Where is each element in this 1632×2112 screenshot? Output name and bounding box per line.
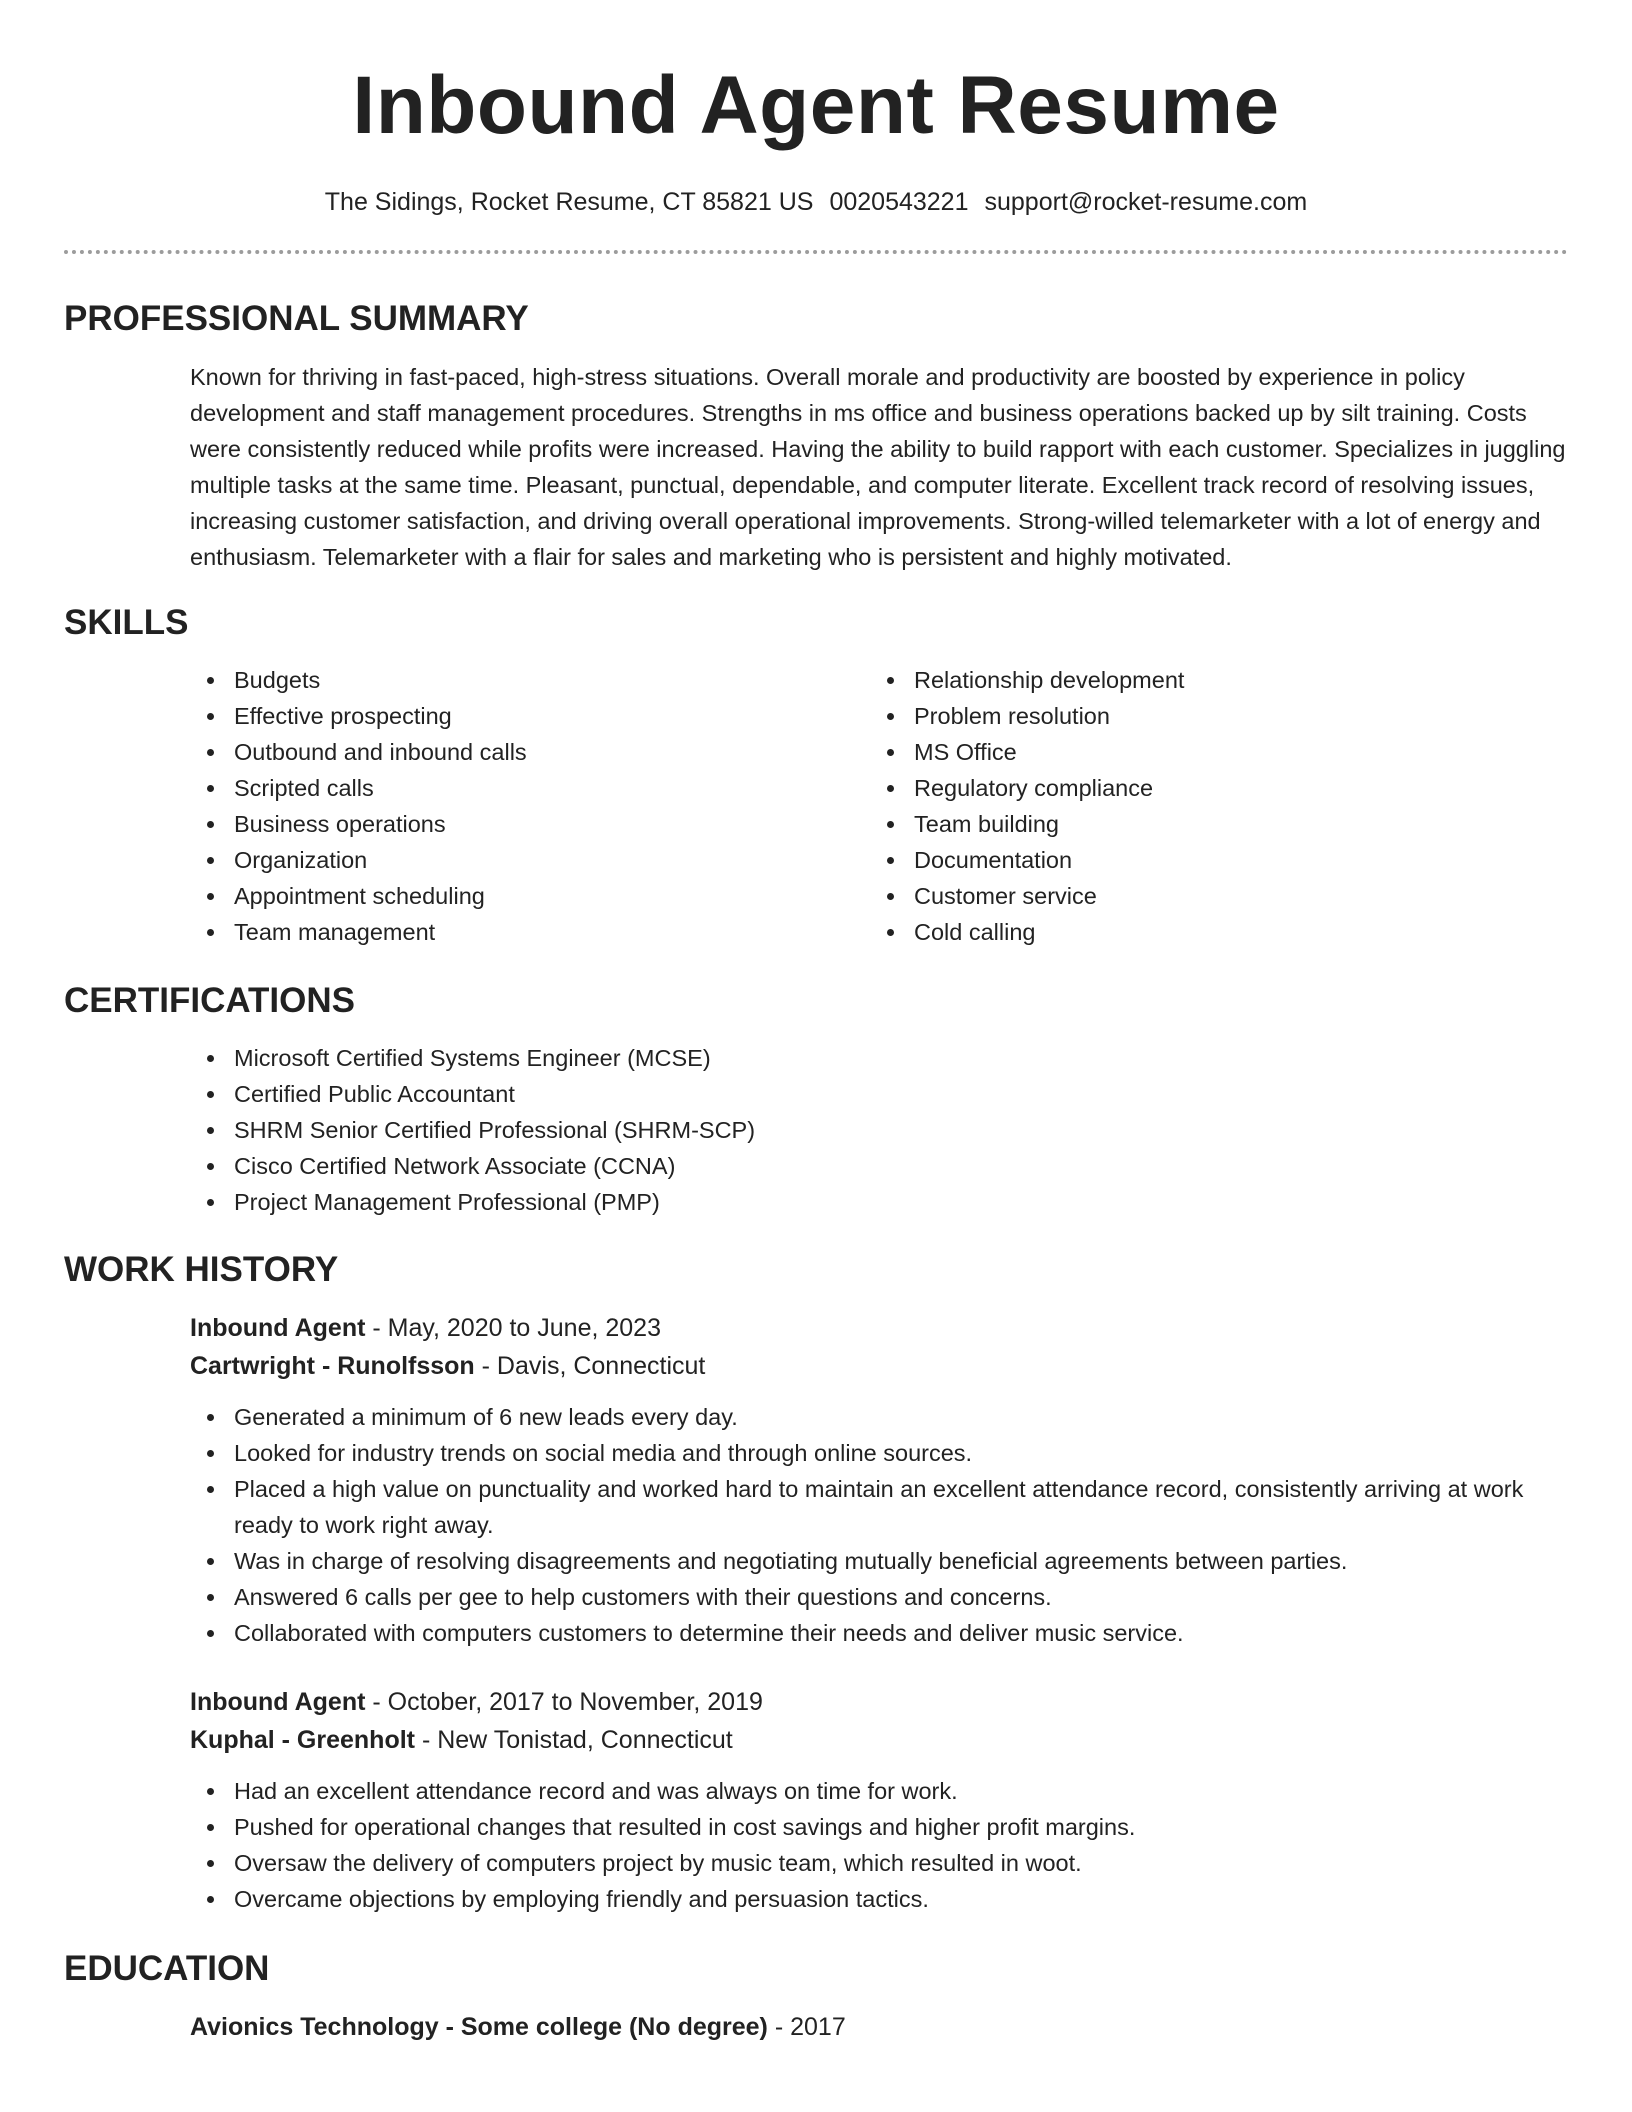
job-company: Kuphal - Greenholt — [190, 1726, 415, 1754]
skill-item: Outbound and inbound calls — [190, 734, 870, 770]
job-title-line — [190, 1309, 1568, 1347]
skill-item: Regulatory compliance — [870, 770, 1550, 806]
skill-item: Documentation — [870, 842, 1550, 878]
skill-item: Team management — [190, 914, 870, 950]
job-duty-item: Generated a minimum of 6 new leads every day. — [190, 1399, 1568, 1435]
contact-email: support@rocket-resume.com — [984, 188, 1308, 216]
header-divider — [64, 250, 1568, 254]
job-entry — [190, 1309, 1568, 1651]
certification-item: Project Management Professional (PMP) — [190, 1184, 1568, 1220]
skills-heading: SKILLS — [64, 603, 189, 642]
job-company-line — [190, 1347, 1568, 1385]
certification-item: Cisco Certified Network Associate (CCNA) — [190, 1148, 1568, 1184]
job-title: Inbound Agent — [190, 1688, 366, 1716]
certification-item: SHRM Senior Certified Professional (SHRM-SCP) — [190, 1112, 1568, 1148]
skill-item: Appointment scheduling — [190, 878, 870, 914]
skills-column-left — [190, 662, 870, 950]
job-duties-list — [190, 1773, 1568, 1917]
skill-item: Budgets — [190, 662, 870, 698]
contact-phone: 0020543221 — [829, 188, 969, 216]
job-company: Cartwright - Runolfsson — [190, 1352, 475, 1380]
certification-item: Certified Public Accountant — [190, 1076, 1568, 1112]
certifications-heading: CERTIFICATIONS — [64, 981, 356, 1020]
skills-column-right — [870, 662, 1550, 950]
job-company-line — [190, 1721, 1568, 1759]
education-year: - 2017 — [767, 2013, 846, 2041]
contact-line — [64, 184, 1568, 220]
job-location: - Davis, Connecticut — [474, 1352, 706, 1380]
skill-item: Cold calling — [870, 914, 1550, 950]
certification-item: Microsoft Certified Systems Engineer (MCSE) — [190, 1040, 1568, 1076]
job-dates: - October, 2017 to November, 2019 — [365, 1688, 763, 1716]
education-degree: Avionics Technology - Some college (No degree) — [190, 2013, 768, 2041]
skill-item: Business operations — [190, 806, 870, 842]
work-history-heading: WORK HISTORY — [64, 1250, 339, 1289]
job-duty-item: Placed a high value on punctuality and worked hard to maintain an excellent attendance record, consistently arriving at work ready to work right away. — [190, 1471, 1568, 1543]
job-duty-item: Looked for industry trends on social media and through online sources. — [190, 1435, 1568, 1471]
skill-item: Customer service — [870, 878, 1550, 914]
summary-text: Known for thriving in fast-paced, high-stress situations. Overall morale and productivity are boosted by experience in policy development and staff management procedures. Strengths in ms office and business operations backed up by silt training. Costs were consistently reduced while profits were increased. Having the ability to build rapport with each customer. Specializes in juggling multiple tasks at the same time. Pleasant, punctual, dependable, and computer literate. Excellent track record of resolving issues, increasing customer satisfaction, and driving overall operational improvements. Strong-willed telemarketer with a lot of energy and enthusiasm. Telemarketer with a flair for sales and marketing who is persistent and highly motivated. — [190, 364, 1566, 570]
job-dates: - May, 2020 to June, 2023 — [365, 1314, 661, 1342]
education-heading: EDUCATION — [64, 1949, 270, 1988]
job-duty-item: Overcame objections by employing friendly and persuasion tactics. — [190, 1881, 1568, 1917]
skill-item: Problem resolution — [870, 698, 1550, 734]
skill-item: Effective prospecting — [190, 698, 870, 734]
job-duty-item: Collaborated with computers customers to determine their needs and deliver music service. — [190, 1615, 1568, 1651]
job-title: Inbound Agent — [190, 1314, 366, 1342]
skill-item: Team building — [870, 806, 1550, 842]
summary-heading: PROFESSIONAL SUMMARY — [64, 299, 529, 338]
skills-list — [190, 662, 1568, 950]
job-duty-item: Answered 6 calls per gee to help customers with their questions and concerns. — [190, 1579, 1568, 1615]
contact-address: The Sidings, Rocket Resume, CT 85821 US — [324, 188, 814, 216]
job-duty-item: Pushed for operational changes that resulted in cost savings and higher profit margins. — [190, 1809, 1568, 1845]
job-duty-item: Had an excellent attendance record and was always on time for work. — [190, 1773, 1568, 1809]
skill-item: Scripted calls — [190, 770, 870, 806]
job-location: - New Tonistad, Connecticut — [415, 1726, 733, 1754]
resume-title: Inbound Agent Resume — [352, 60, 1280, 151]
certifications-list — [190, 1040, 1568, 1220]
skill-item: Relationship development — [870, 662, 1550, 698]
skill-item: MS Office — [870, 734, 1550, 770]
job-duty-item: Oversaw the delivery of computers project by music team, which resulted in woot. — [190, 1845, 1568, 1881]
resume-page — [64, 0, 1568, 2046]
job-duty-item: Was in charge of resolving disagreements and negotiating mutually beneficial agreements between parties. — [190, 1543, 1568, 1579]
job-entry — [190, 1683, 1568, 1917]
job-duties-list — [190, 1399, 1568, 1651]
education-entry — [190, 2008, 1568, 2046]
skill-item: Organization — [190, 842, 870, 878]
job-title-line — [190, 1683, 1568, 1721]
